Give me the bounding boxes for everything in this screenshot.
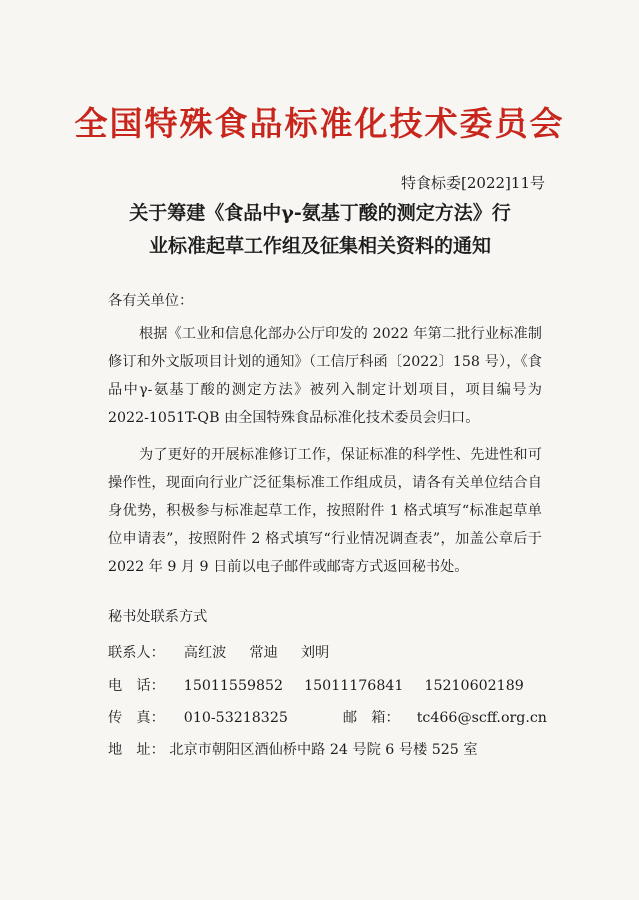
contact-fax-label: 传 真： [108,710,165,726]
contact-email: tc466@scff.org.cn [416,710,547,726]
contact-people-row [108,642,329,662]
contact-email-label: 邮 箱： [342,710,400,726]
contact-phone-row [108,675,524,695]
contact-address: 北京市朝阳区酒仙桥中路 24 号院 6 号楼 525 室 [169,742,478,758]
contact-address-row [108,739,478,759]
title-line-2: 业标准起草工作组及征集相关资料的通知 [148,235,491,257]
contact-fax: 010-53218325 [183,710,288,726]
contact-person: 常迪 [249,645,278,661]
contact-phone: 15011559852 [183,678,284,694]
contact-section-title: 秘书处联系方式 [108,609,208,625]
body-paragraph-2: 为了更好的开展标准修订工作，保证标准的科学性、先进性和可操作性，现面向行业广泛征集标准工作组成员，请各有关单位结合自身优势，积极参与标准起草工作，按照附件 1 格式填写“标准起草单位申请表”，按照附件 2 格式填写“行业情况调查表”，加盖公章后于 2022 年 9 月 9 日前以电子邮件或邮寄方式返回秘书处。 [108,447,542,575]
title-line-1: 关于筹建《食品中γ-氨基丁酸的测定方法》行 [129,202,511,224]
document-number: 特食标委[2022]11号 [401,174,545,192]
contact-phone: 15210602189 [424,678,524,694]
contact-people-label: 联系人： [108,645,165,661]
contact-person: 高红波 [183,645,227,661]
contact-fax-email-row [108,707,547,727]
salutation: 各有关单位： [108,293,194,309]
organization-header: 全国特殊食品标准化技术委员会 [74,104,565,143]
contact-address-label: 地 址： [108,742,165,758]
document-title [90,197,550,263]
contact-phone-label: 电 话： [108,678,165,694]
body-paragraph-1: 根据《工业和信息化部办公厅印发的 2022 年第二批行业标准制修订和外文版项目计划的通知》（工信厅科函〔2022〕158 号），《食品中γ-氨基丁酸的测定方法》被列入制定计划项目，项目编号为 2022-1051T-QB 由全国特殊食品标准化技术委员会归口。 [108,326,542,426]
contact-person: 刘明 [300,645,330,661]
contact-phone: 15011176841 [304,678,404,694]
